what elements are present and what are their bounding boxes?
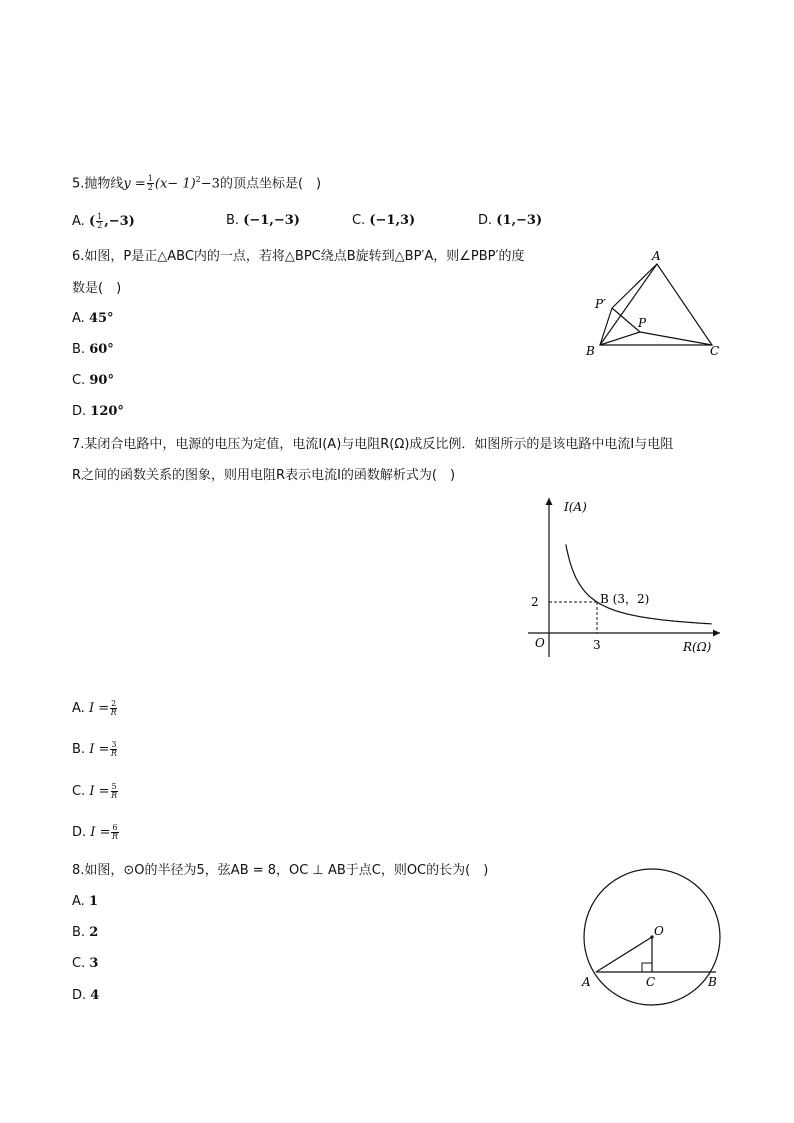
option-value: 4 xyxy=(90,988,100,1003)
option-value: 60° xyxy=(89,342,114,357)
q6-option-c[interactable] xyxy=(72,373,114,388)
option-lhs: I = xyxy=(89,784,110,799)
option-label: D. xyxy=(72,825,87,840)
option-frac xyxy=(111,783,118,800)
frac-num: 2 xyxy=(111,699,117,708)
option-value: 3 xyxy=(89,956,99,971)
option-lhs: I = xyxy=(88,701,110,716)
q6-triangle-figure xyxy=(580,246,730,364)
option-label: B. xyxy=(72,342,86,357)
q5-a-frac-den: 2 xyxy=(97,221,103,230)
triangle-abc xyxy=(600,264,712,345)
option-label: C. xyxy=(72,784,86,799)
q5-stem-pre: 抛物线 xyxy=(84,176,124,192)
option-value: (−1,3) xyxy=(369,213,416,228)
q8-option-d[interactable] xyxy=(72,988,99,1003)
option-label: D. xyxy=(72,988,87,1003)
q6-stem-line1 xyxy=(72,248,524,266)
q5-frac-num: 1 xyxy=(147,174,153,184)
q8-stem-text: 如图，⊙O的半径为5，弦AB = 8，OC ⊥ AB于点C，则OC的长为( ) xyxy=(84,863,489,878)
label-b: B xyxy=(708,975,717,989)
label-a: A xyxy=(582,975,591,989)
origin-label: O xyxy=(535,636,545,650)
q8-option-c[interactable] xyxy=(72,956,98,971)
q6-option-a[interactable] xyxy=(72,311,114,326)
option-label: D. xyxy=(478,213,493,228)
q8-circle-figure xyxy=(575,860,735,1020)
x-tick-label: 3 xyxy=(593,638,601,652)
option-value: 45° xyxy=(88,311,114,326)
q5-a-frac-num: 1 xyxy=(97,212,103,221)
q6-option-d[interactable] xyxy=(72,404,124,419)
option-value: (−1,−3) xyxy=(243,213,300,228)
y-tick-label: 2 xyxy=(531,595,539,609)
q6-number: 6. xyxy=(72,249,85,264)
option-value: 2 xyxy=(89,925,99,940)
option-label: A. xyxy=(72,701,85,716)
y-axis-label: I(A) xyxy=(564,500,587,514)
frac-den: R xyxy=(110,749,117,758)
q5-option-c[interactable] xyxy=(352,213,415,228)
label-b: B xyxy=(586,344,595,358)
q7-option-c[interactable] xyxy=(72,783,119,800)
q5-a-pre: ( xyxy=(88,214,96,229)
q5-frac-den: 2 xyxy=(147,183,153,193)
frac-den: R xyxy=(111,791,118,800)
option-value: (1,−3) xyxy=(496,213,543,228)
segment-pc xyxy=(640,332,712,345)
q7-number: 7. xyxy=(72,437,85,452)
q5-number: 5. xyxy=(72,176,85,192)
option-value: 90° xyxy=(89,373,114,388)
frac-den: R xyxy=(110,708,117,717)
option-label: C. xyxy=(72,373,86,388)
q8-option-a[interactable] xyxy=(72,894,98,909)
q5-option-d[interactable] xyxy=(478,213,542,228)
q5-eq-rest: (x− 1) xyxy=(154,176,196,192)
label-c: C xyxy=(710,344,720,358)
q7-graph xyxy=(520,492,730,662)
label-c: C xyxy=(646,975,656,989)
q5-a-frac xyxy=(96,213,103,230)
right-angle-mark xyxy=(642,963,652,972)
point-b-label: B (3，2) xyxy=(600,592,650,606)
q5-eq-lhs: y = xyxy=(123,176,146,192)
q8-number: 8. xyxy=(72,863,85,878)
option-label: A. xyxy=(72,311,85,326)
option-frac xyxy=(110,741,117,758)
q5-a-post: ,−3) xyxy=(104,214,135,229)
q5-eq-tail: −3 xyxy=(200,176,220,192)
q5-eq-exp: 2 xyxy=(195,175,201,184)
option-label: C. xyxy=(72,956,86,971)
segment-ppp xyxy=(612,308,640,332)
q7-stem-line1 xyxy=(72,436,673,454)
q7-option-d[interactable] xyxy=(72,824,120,841)
frac-num: 3 xyxy=(111,740,117,749)
frac-num: 6 xyxy=(112,823,118,832)
option-label: B. xyxy=(226,213,240,228)
frac-num: 5 xyxy=(111,782,117,791)
label-p: P xyxy=(638,316,647,330)
label-o: O xyxy=(654,924,664,938)
q7-stem-text1: 某闭合电路中，电源的电压为定值，电流I(A)与电阻R(Ω)成反比例．如图所示的是该电路中电流I与电阻 xyxy=(84,437,674,452)
q8-option-b[interactable] xyxy=(72,925,98,940)
q6-stem-line2: 数是( ) xyxy=(72,281,122,296)
option-label: B. xyxy=(72,742,86,757)
x-axis-label: R(Ω) xyxy=(683,640,712,654)
q8-stem xyxy=(72,862,488,880)
q5-eq-frac xyxy=(147,175,154,192)
label-a: A xyxy=(652,249,661,263)
segment-bp xyxy=(600,332,640,345)
q7-option-a[interactable] xyxy=(72,700,118,717)
option-frac xyxy=(111,824,118,841)
segment-ppa xyxy=(612,264,657,308)
option-label: D. xyxy=(72,404,87,419)
q5-option-a[interactable] xyxy=(72,213,135,230)
q6-stem-text1: 如图，P是正△ABC内的一点，若将△BPC绕点B旋转到△BP′A，则∠PBP′的度 xyxy=(84,249,525,264)
option-label: A. xyxy=(72,894,85,909)
option-lhs: I = xyxy=(90,825,111,840)
option-value: 1 xyxy=(88,894,98,909)
option-label: C. xyxy=(352,213,366,228)
inverse-curve xyxy=(566,544,712,624)
radius-oa xyxy=(596,937,652,972)
segment-bpp xyxy=(600,308,612,345)
option-value: 120° xyxy=(90,404,124,419)
q7-stem-line2: R之间的函数关系的图象，则用电阻R表示电流I的函数解析式为( ) xyxy=(72,468,456,483)
option-lhs: I = xyxy=(89,742,110,757)
q7-option-b[interactable] xyxy=(72,741,118,758)
frac-den: R xyxy=(112,832,119,841)
q5-option-b[interactable] xyxy=(226,213,300,228)
q6-option-b[interactable] xyxy=(72,342,114,357)
q5-stem-post: 的顶点坐标是( ) xyxy=(219,176,322,192)
label-pprime: P′ xyxy=(595,297,606,311)
option-label: A. xyxy=(72,214,85,229)
option-label: B. xyxy=(72,925,86,940)
option-frac xyxy=(110,700,117,717)
q5-stem xyxy=(72,171,321,193)
